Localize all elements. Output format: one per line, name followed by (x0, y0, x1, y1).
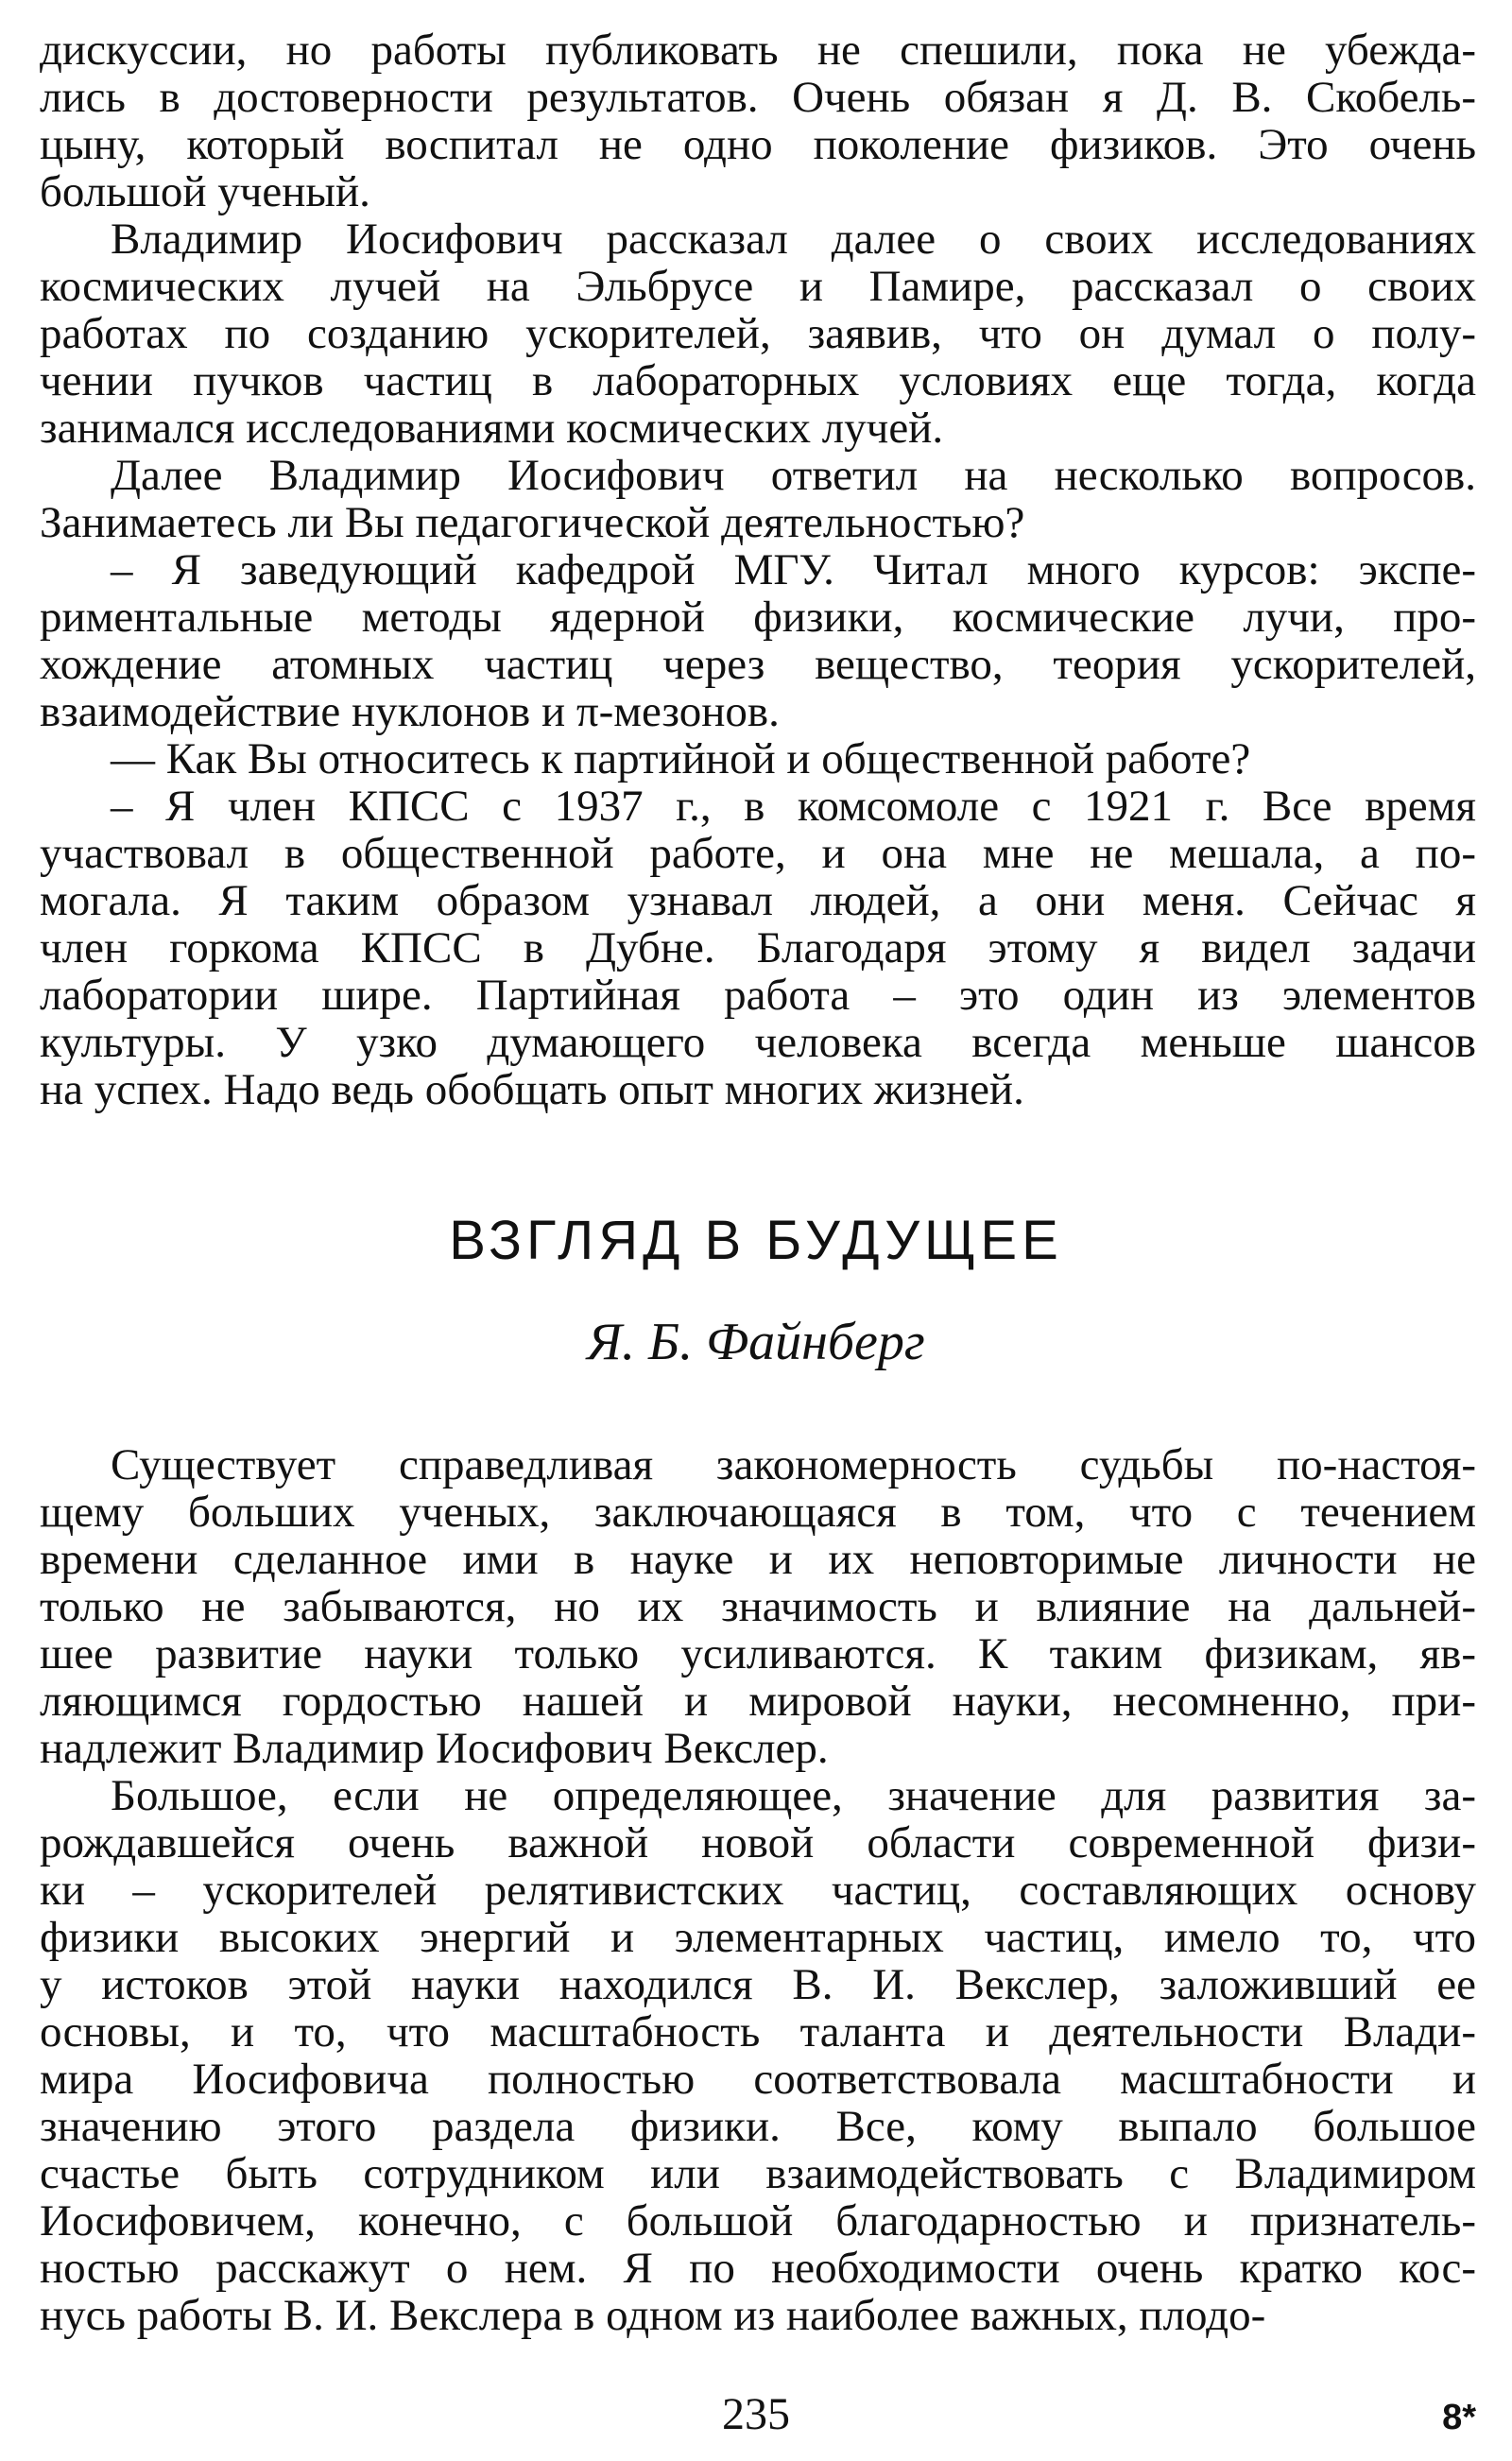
text-line: времени сделанное ими в науке и их неповторимые личности не (40, 1535, 1476, 1584)
text-line: — Как Вы относитесь к партийной и общественной работе? (111, 734, 1251, 783)
paragraph (40, 452, 1476, 546)
paragraph (40, 26, 1476, 215)
text-line: – Я член КПСС с 1937 г., в комсомоле с 1921 г. Все время (111, 782, 1476, 831)
text-line: надлежит Владимир Иосифович Векслер. (40, 1724, 829, 1773)
text-line: чении пучков частиц в лабораторных условиях еще тогда, когда (40, 356, 1476, 405)
text-line: дискуссии, но работы публиковать не спешили, пока не убежда- (40, 26, 1476, 75)
paragraph (40, 783, 1476, 1113)
text-line: Занимаетесь ли Вы педагогической деятельностью? (40, 498, 1025, 547)
paragraph (40, 1772, 1476, 2339)
text-line: мира Иосифовича полностью соответствовала масштабности и (40, 2055, 1476, 2104)
text-line: большой ученый. (40, 167, 370, 216)
text-line: Далее Владимир Иосифович ответил на несколько вопросов. (111, 451, 1476, 500)
text-line: лись в достоверности результатов. Очень обязан я Д. В. Скобель- (40, 73, 1476, 122)
text-line: ностью расскажут о нем. Я по необходимости очень кратко кос- (40, 2244, 1476, 2293)
section-title: ВЗГЛЯД В БУДУЩЕЕ (449, 1210, 1063, 1271)
text-line: Большое, если не определяющее, значение для развития за- (111, 1771, 1476, 1820)
paragraph (40, 735, 1476, 783)
signature-mark: 8* (1442, 2398, 1476, 2437)
text-line: космических лучей на Эльбрусе и Памире, рассказал о своих (40, 262, 1476, 311)
text-line: – Я заведующий кафедрой МГУ. Читал много курсов: экспе- (111, 545, 1476, 594)
text-line: на успех. Надо ведь обобщать опыт многих жизней. (40, 1065, 1024, 1114)
text-line: культуры. У узко думающего человека всегда меньше шансов (40, 1018, 1476, 1067)
text-line: участвовал в общественной работе, и она мне не мешала, а по- (40, 829, 1476, 878)
page-number: 235 (722, 2389, 790, 2439)
text-line: ляющимся гордостью нашей и мировой науки, несомненно, при- (40, 1677, 1476, 1726)
text-line: занимался исследованиями космических лучей. (40, 404, 944, 453)
essay-text-block (40, 1441, 1476, 2339)
text-line: Существует справедливая закономерность судьбы по-настоя- (111, 1440, 1476, 1489)
text-line: счастье быть сотрудником или взаимодействовать с Владимиром (40, 2149, 1476, 2198)
text-line: нусь работы В. И. Векслера в одном из наиболее важных, плодо- (40, 2291, 1266, 2340)
text-line: Владимир Иосифович рассказал далее о своих исследованиях (111, 215, 1476, 264)
text-line: ки – ускорителей релятивистских частиц, составляющих основу (40, 1866, 1476, 1915)
text-line: только не забываются, но их значимость и влияние на дальней- (40, 1582, 1476, 1631)
text-line: могала. Я таким образом узнавал людей, а они меня. Сейчас я (40, 876, 1476, 925)
paragraph (40, 1441, 1476, 1772)
section-author: Я. Б. Файнберг (587, 1313, 925, 1371)
text-line: физики высоких энергий и элементарных частиц, имело то, что (40, 1913, 1476, 1962)
text-line: щему больших ученых, заключающаяся в том, что с течением (40, 1488, 1476, 1537)
text-line: риментальные методы ядерной физики, космические лучи, про- (40, 593, 1476, 642)
text-line: рождавшейся очень важной новой области современной физи- (40, 1818, 1476, 1867)
text-line: значению этого раздела физики. Все, кому выпало большое (40, 2102, 1476, 2151)
text-line: шее развитие науки только усиливаются. К таким физикам, яв- (40, 1629, 1476, 1678)
paragraph (40, 215, 1476, 452)
text-line: член горкома КПСС в Дубне. Благодаря этому я видел задачи (40, 923, 1476, 972)
text-line: работах по созданию ускорителей, заявив, что он думал о полу- (40, 309, 1476, 358)
text-line: взаимодействие нуклонов и π-мезонов. (40, 687, 780, 736)
text-line: основы, и то, что масштабность таланта и деятельности Влади- (40, 2007, 1476, 2057)
text-line: цыну, который воспитал не одно поколение физиков. Это очень (40, 120, 1476, 169)
text-line: хождение атомных частиц через вещество, теория ускорителей, (40, 640, 1476, 689)
text-line: у истоков этой науки находился В. И. Векслер, заложивший ее (40, 1960, 1476, 2009)
text-line: Иосифовичем, конечно, с большой благодарностью и признатель- (40, 2196, 1476, 2246)
text-line: лаборатории шире. Партийная работа – это один из элементов (40, 971, 1476, 1020)
memoir-text-block (40, 26, 1476, 1113)
paragraph (40, 546, 1476, 735)
